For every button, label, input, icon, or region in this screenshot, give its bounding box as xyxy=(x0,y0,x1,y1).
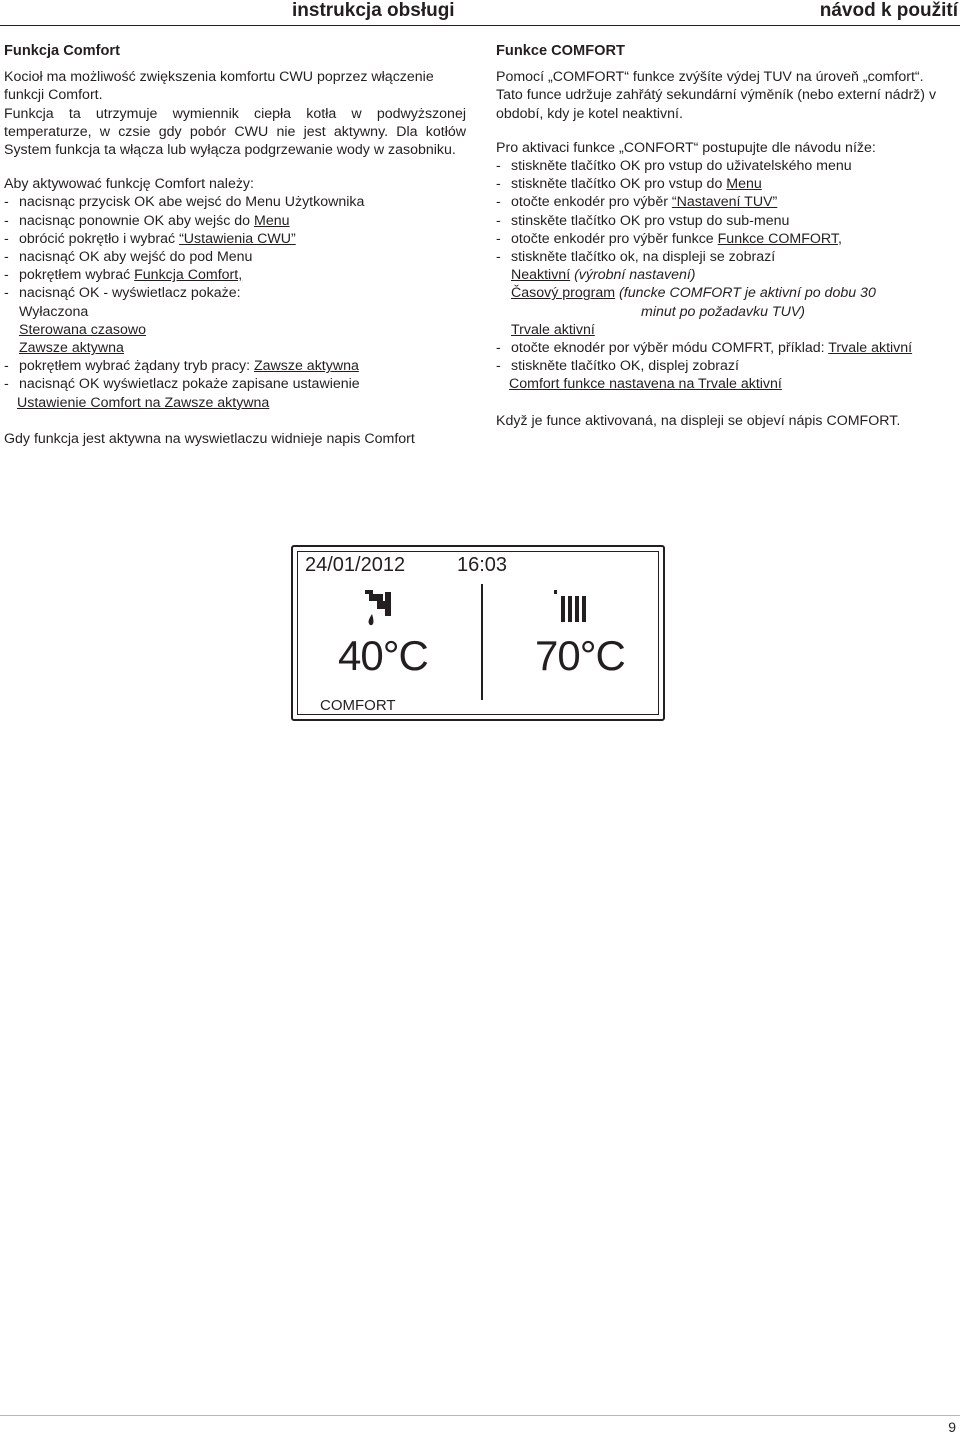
header-title-cz: návod k použití xyxy=(819,0,958,21)
czech-column xyxy=(496,42,958,430)
footer-rule xyxy=(0,1415,960,1416)
cz-step-5: - otočte enkodér pro výběr funkce Funkce COMFORT, xyxy=(496,230,842,247)
display-dhw-temperature: 40°C xyxy=(338,632,428,679)
cz-option-inactive: Neaktivní xyxy=(511,267,571,284)
pl-step-2: - nacisnąc ponownie OK aby wejśc do Menu xyxy=(4,212,290,229)
cz-option-timed: Časový program xyxy=(511,285,616,302)
display-mode-label: COMFORT xyxy=(320,697,396,714)
cz-step-2: - stiskněte tlačítko OK pro vstup do Menu xyxy=(496,176,762,193)
tap-icon xyxy=(363,588,399,630)
cz-option-timed-note2: minut po požadavku TUV) xyxy=(641,303,806,320)
cz-para1: Pomocí „COMFORT“ funkce zvýšíte výdej TUV na úroveň „comfort“. xyxy=(496,69,924,86)
pl-step-8: - nacisnąć OK wyświetlacz pokaże zapisane ustawienie xyxy=(4,376,360,393)
cz-trvale-aktivni: Trvale aktivní xyxy=(828,340,913,357)
cz-step-3: - otočte enkodér pro výběr “Nastavení TUV” xyxy=(496,194,778,211)
cz-option-inactive-note: (výrobní nastavení) xyxy=(570,267,696,284)
pl-para2: Funkcja ta utrzymuje wymiennik ciepła kotła w podwyższonej temperaturze, w czsie gdy pobór CWU nie jest aktywny. Dla kotłów System funkcja ta włącza lub wyłącza podgrzewanie wody w zasobniku. xyxy=(4,105,466,159)
display-heating-temperature: 70°C xyxy=(535,632,625,679)
pl-step-6: - nacisnąć OK - wyświetlacz pokaże: xyxy=(4,285,241,302)
header-rule xyxy=(0,25,960,26)
cz-intro: Pro aktivaci funkce „CONFORT“ postupujte dle návodu níže: xyxy=(496,139,876,156)
cz-step-1: - stiskněte tlačítko OK pro vstup do uživatelského menu xyxy=(496,158,852,175)
cz-heading: Funkce COMFORT xyxy=(496,43,625,59)
cz-step-4: - stinskěte tlačítko OK pro vstup do sub-menu xyxy=(496,212,790,229)
pl-menu-link: Menu xyxy=(254,212,290,229)
pl-option-always: Zawsze aktywna xyxy=(19,340,124,357)
cz-option-permanent: Trvale aktivní xyxy=(511,321,595,338)
pl-step-5: - pokrętłem wybrać Funkcja Comfort, xyxy=(4,267,243,284)
pl-para1: Kocioł ma możliwość zwiększenia komfortu CWU poprzez włączenie funkcji Comfort. xyxy=(4,69,434,104)
cz-step-8: - stiskněte tlačítko OK, displej zobrazí xyxy=(496,358,739,375)
pl-step-7: - pokrętłem wybrać żądany tryb pracy: Zawsze aktywna xyxy=(4,358,359,375)
pl-final: Gdy funkcja jest aktywna na wyswietlaczu widnieje napis Comfort xyxy=(4,430,415,447)
display-date: 24/01/2012 xyxy=(305,554,406,576)
display-divider xyxy=(481,584,483,700)
cz-option-timed-note: (funcke COMFORT je aktivní po dobu 30 xyxy=(615,285,876,302)
pl-option-timed: Sterowana czasowo xyxy=(19,321,146,338)
cz-step-6: - stiskněte tlačítko ok, na displeji se zobrazí xyxy=(496,249,776,266)
pl-step-4: - nacisnąć OK aby wejść do pod Menu xyxy=(4,249,253,266)
page-number: 9 xyxy=(948,1419,956,1435)
display-time: 16:03 xyxy=(457,554,508,576)
cz-para2: Tato funce udržuje zahřátý sekundární výměník (nebo externí nádrž) v období, kdy je kotel neaktivní. xyxy=(496,87,937,122)
polish-column xyxy=(4,42,466,448)
cz-final: Když je funce aktivovaná, na displeji se objeví nápis COMFORT. xyxy=(496,412,901,429)
pl-funkcja-comfort: Funkcja Comfort, xyxy=(134,267,243,284)
pl-heading: Funkcja Comfort xyxy=(4,43,120,59)
header-title-pl: instrukcja obsługi xyxy=(292,0,455,21)
pl-zawsze-aktywna: Zawsze aktywna xyxy=(253,358,359,375)
pl-step-1: - nacisnąc przycisk OK abe wejsć do Menu Użytkownika xyxy=(4,194,365,211)
pl-step-3: - obrócić pokrętło i wybrać “Ustawienia CWU” xyxy=(4,230,296,247)
cz-step-7: - otočte eknodér por výběr módu COMFRT, příklad: Trvale aktivní xyxy=(496,340,913,357)
pl-result: Ustawienie Comfort na Zawsze aktywna xyxy=(17,394,270,411)
pl-intro: Aby aktywować funkcję Comfort należy: xyxy=(4,176,254,193)
cz-funkce-comfort: Funkce COMFORT, xyxy=(717,230,842,247)
radiator-icon xyxy=(553,588,593,628)
pl-option-off: Wyłaczona xyxy=(19,303,89,320)
cz-menu-link: Menu xyxy=(726,176,762,193)
cz-nastaveni-tuv: “Nastavení TUV” xyxy=(671,194,778,211)
cz-result: Comfort funkce nastavena na Trvale aktivní xyxy=(509,376,782,393)
pl-ustawienia-cwu: “Ustawienia CWU” xyxy=(179,230,296,247)
